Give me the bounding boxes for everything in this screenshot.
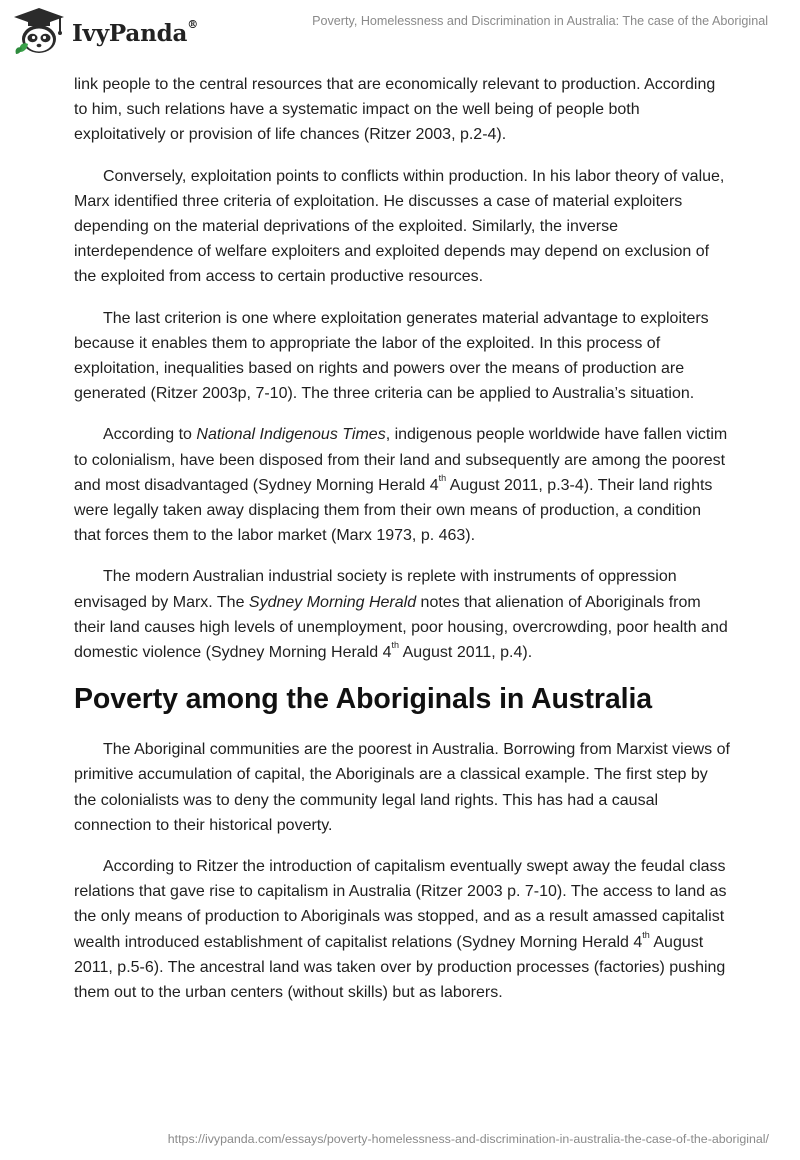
paragraph-7: According to Ritzer the introduction of capitalism eventually swept away the feudal class relations that gave rise to capitalism in Australia (Ritzer 2003 p. 7-10). The access to land as the only means of production to Aboriginals was stopped, and as a result amassed capitalist wealth introduced establishment of capitalist relations (Sydney Morning Herald 4th August 2011, p.5-6). The ancestral land was taken over by production processes (factories) pushing them out to the urban centers (without skills) but as laborers. [74,858,727,1002]
brand-name: IvyPanda® [72,17,198,47]
paragraph-1: link people to the central resources that are economically relevant to production. According to him, such relations have a systematic impact on the well being of people both exploitatively or provision of life chances (Ritzer 2003, p.2-4). [74,76,716,144]
paragraph-6: The Aboriginal communities are the poorest in Australia. Borrowing from Marxist views of primitive accumulation of capital, the Aboriginals are a classical example. The first step by the colonialists was to deny the community legal land rights. This has had a causal connection to their historical poverty. [74,741,730,834]
page-header [0,0,800,70]
paragraph-2: Conversely, exploitation points to conflicts within production. In his labor theory of value, Marx identified three criteria of exploitation. He discusses a case of material exploiters depending on the material deprivations of the exploited. Similarly, the inverse interdependence of welfare exploiters and exploited depends may depend on exclusion of the exploited from access to certain productive resources. [74,167,725,286]
ivypanda-logo[interactable] [10,6,198,56]
section-heading: Poverty among the Aboriginals in Australia [74,683,653,716]
paragraph-4: According to National Indigenous Times, indigenous people worldwide have fallen victim to colonialism, have been disposed from their land and subsequently are among the poorest and most disadvantaged (Sydney Morning Herald 4th August 2011, p.3-4). Their land rights were legally taken away displacing them from their own means of production, a condition that forces them to the labor market (Marx 1973, p. 463). [74,426,728,545]
footer-url-link[interactable]: https://ivypanda.com/essays/poverty-homelessness-and-discrimination-in-australia-the-case-of-the-aboriginal/ [167,1132,769,1146]
panda-graduate-icon [10,6,68,56]
paragraph-3: The last criterion is one where exploitation generates material advantage to exploiters because it enables them to appropriate the labor of the exploited. In this process of exploitation, inequalities based on rights and powers over the means of production are generated (Ritzer 2003p, 7-10). The three criteria can be applied to Australia’s situation. [74,309,709,403]
essay-body [74,72,730,1021]
paragraph-5: The modern Australian industrial society is replete with instruments of oppression envisaged by Marx. The Sydney Morning Herald notes that alienation of Aboriginals from their land causes high levels of unemployment, poor housing, overcrowding, poor health and domestic violence (Sydney Morning Herald 4th August 2011, p.4). [74,568,728,662]
registered-mark: ® [187,17,198,31]
document-title: Poverty, Homelessness and Discrimination in Australia: The case of the Aboriginal [312,14,768,28]
publication-title: Sydney Morning Herald [248,593,417,611]
publication-title: National Indigenous Times [196,426,386,444]
